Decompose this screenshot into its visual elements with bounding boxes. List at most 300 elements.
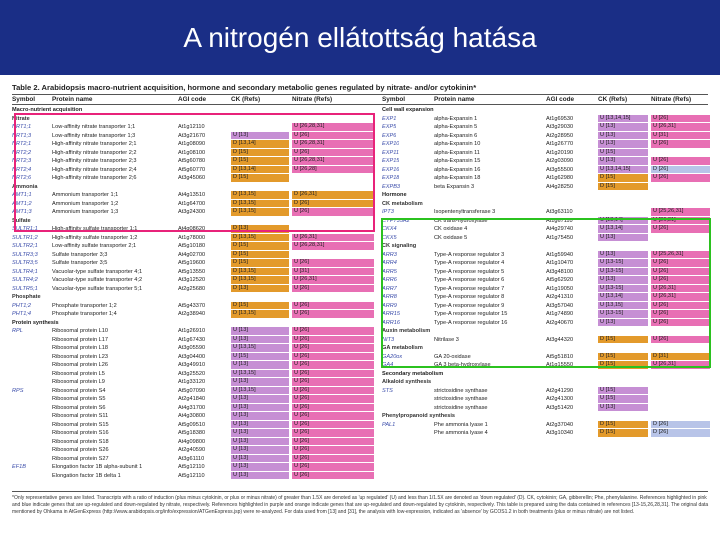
cell-protein-name: Phosphate transporter 1;2 — [52, 302, 117, 309]
cell-ck: U [13] — [598, 157, 648, 165]
table-row — [12, 429, 374, 438]
table-row — [12, 259, 374, 268]
cell-symbol: SULTR2;1 — [12, 243, 38, 249]
table-row — [12, 463, 374, 472]
cell-protein-name: Ammonium transporter 1;2 — [52, 200, 119, 207]
section-label: Protein synthesis — [12, 319, 59, 326]
cell-symbol: ARR3 — [382, 251, 397, 258]
table-row — [12, 268, 374, 277]
cell-agi-code: At3g45060 — [178, 175, 206, 181]
cell-nitrate: D [26] — [651, 421, 710, 429]
cell-protein-name: Isopentenyltransferase 3 — [434, 209, 496, 215]
cell-agi-code: At1g08100 — [178, 149, 206, 156]
cell-protein-name: Type-A response regulator 7 — [434, 285, 505, 292]
cell-agi-code: At5g09510 — [178, 421, 206, 428]
cell-nitrate: U [26,28] — [292, 166, 374, 174]
cell-ck: D [15] — [231, 251, 289, 259]
cell-agi-code: At5g13550 — [178, 268, 206, 275]
cell-nitrate: U [26] — [292, 285, 374, 293]
cell-nitrate: U [31] — [292, 268, 374, 276]
cell-symbol: ARR5 — [382, 268, 397, 275]
table-row — [382, 429, 710, 438]
cell-protein-name: Nitrilase 3 — [434, 336, 459, 343]
section-label: Sulfate — [12, 217, 31, 224]
cell-protein-name: High-affinity sulfate transporter 1;1 — [52, 226, 138, 232]
cell-ck: U [13-15] — [598, 259, 648, 267]
cell-nitrate: U [26,31] — [651, 361, 710, 369]
cell-ck: U [13] — [231, 472, 289, 480]
cell-protein-name: alpha-Expansin 1 — [434, 115, 478, 122]
section-label: Phosphate — [12, 294, 41, 300]
cell-agi-code: At4g28250 — [546, 183, 574, 190]
cell-agi-code: At3g05590 — [178, 345, 206, 351]
cell-symbol: NRT2;2 — [12, 149, 32, 156]
cell-nitrate: U [26] — [651, 302, 710, 310]
cell-symbol: SULTR1;2 — [12, 234, 38, 241]
cell-nitrate: U [26] — [292, 336, 374, 344]
cell-nitrate: U [26,31] — [651, 217, 710, 225]
table-row — [12, 353, 374, 362]
table-row — [12, 276, 374, 285]
cell-ck: D [15] — [231, 259, 289, 267]
cell-ck: U [13] — [598, 404, 648, 412]
cell-agi-code: At1g59940 — [546, 251, 574, 258]
cell-protein-name: Ribosomal protein S27 — [52, 455, 109, 462]
cell-symbol: RPS — [12, 387, 24, 394]
cell-protein-name: Sulfate transporter 3;3 — [52, 251, 108, 258]
cell-agi-code: At1g64700 — [178, 200, 206, 207]
cell-symbol: SULTR5;1 — [12, 285, 38, 292]
table-caption: Table 2. Arabidopsis macro-nutrient acquisition, hormone and secondary metabolic genes regulated by nitrate- and/or cytokinin* — [12, 83, 477, 92]
table-row — [12, 387, 374, 396]
cell-agi-code: At1g08090 — [178, 141, 206, 147]
cell-nitrate: U [26] — [651, 259, 710, 267]
cell-agi-code: At2g28950 — [546, 132, 574, 139]
cell-nitrate: U [26] — [292, 149, 374, 157]
cell-protein-name: CK oxidase 5 — [434, 234, 468, 241]
section-label: Phenylpropanoid synthesis — [382, 413, 456, 419]
cell-protein-name: High-affinity nitrate transporter 2;4 — [52, 166, 137, 173]
cell-agi-code: At1g75450 — [546, 234, 574, 241]
cell-protein-name: CK trans-hydroxylase — [434, 217, 488, 224]
cell-agi-code: At1g67430 — [178, 336, 206, 343]
cell-protein-name: Ribosomal protein L18 — [52, 345, 108, 351]
cell-ck: U [15] — [598, 395, 648, 403]
cell-nitrate: U [26] — [651, 310, 710, 318]
cell-ck: U [13] — [231, 395, 289, 403]
cell-ck: U [13] — [231, 429, 289, 437]
cell-symbol: NRT2;3 — [12, 158, 32, 164]
col-header-agi-right: AGI code — [546, 96, 575, 103]
col-header-ck-right: CK (Refs) — [598, 96, 628, 103]
cell-protein-name: alpha-Expansin 6 — [434, 132, 478, 139]
cell-protein-name: Low-affinity nitrate transporter 1;3 — [52, 132, 136, 139]
cell-agi-code: At1g78000 — [178, 234, 206, 241]
col-header-nitrate-right: Nitrate (Refs) — [651, 96, 692, 103]
cell-protein-name: Ribosomal protein L17 — [52, 336, 108, 343]
cell-ck: D [15] — [598, 336, 648, 344]
cell-ck: D [13,15] — [231, 276, 289, 284]
section-label: Secondary metabolism — [382, 370, 444, 377]
cell-nitrate: U [26] — [292, 310, 374, 318]
cell-protein-name: Phe ammonia lyase 4 — [434, 430, 488, 436]
cell-protein-name: Phosphate transporter 1;4 — [52, 311, 117, 317]
cell-agi-code: At5g60770 — [178, 166, 206, 173]
cell-symbol: NIT3 — [382, 336, 395, 343]
cell-protein-name: Ribosomal protein S15 — [52, 421, 109, 428]
top-rule — [12, 94, 708, 95]
cell-protein-name: alpha-Expansin 16 — [434, 166, 481, 173]
cell-agi-code: At2g38940 — [178, 311, 206, 317]
cell-symbol: GA4 — [382, 362, 394, 368]
cell-nitrate: U [26] — [292, 438, 374, 446]
cell-symbol: SULTR3;3 — [12, 251, 38, 258]
section-heading — [382, 106, 710, 115]
slide-title: A nitrogén ellátottság hatása — [183, 22, 537, 53]
section-label: Hormone — [382, 192, 407, 198]
cell-nitrate: U [26] — [292, 412, 374, 420]
cell-agi-code: At5g60780 — [178, 158, 206, 164]
table-row — [12, 327, 374, 336]
table-row — [382, 132, 710, 141]
cell-ck: D [13,15] — [231, 310, 289, 318]
cell-agi-code: At2g41840 — [178, 396, 206, 402]
table-row — [12, 344, 374, 353]
cell-protein-name: High-affinity sulfate transporter 1;2 — [52, 234, 138, 241]
cell-symbol: NRT2;1 — [12, 141, 32, 147]
cell-symbol: EXP5 — [382, 124, 397, 130]
cell-ck: D [15] — [231, 149, 289, 157]
cell-agi-code: At2g03090 — [546, 158, 574, 164]
cell-agi-code: At3g24300 — [178, 209, 206, 215]
cell-protein-name: Type-A response regulator 4 — [434, 260, 505, 266]
section-heading — [382, 191, 710, 200]
cell-ck: D [13,15] — [231, 208, 289, 216]
table-row — [12, 378, 374, 387]
cell-agi-code: At5g07090 — [178, 387, 206, 394]
cell-nitrate: U [26,28,31] — [292, 140, 374, 148]
bottom-rule — [12, 491, 708, 492]
cell-ck: U [13] — [231, 412, 289, 420]
cell-agi-code: At1g10470 — [546, 260, 574, 266]
cell-ck: U [13] — [598, 276, 648, 284]
cell-nitrate: U [26] — [292, 446, 374, 454]
cell-ck: U [13-15] — [598, 285, 648, 293]
table-row — [382, 395, 710, 404]
cell-agi-code: At3g25520 — [178, 370, 206, 377]
section-heading — [382, 378, 710, 387]
cell-ck: D [15] — [598, 353, 648, 361]
cell-agi-code: At3g21670 — [178, 132, 206, 139]
cell-nitrate: D [26] — [651, 166, 710, 174]
cell-ck: U [13,14] — [598, 293, 648, 301]
table-row — [12, 336, 374, 345]
cell-nitrate: U [26,28,31] — [292, 242, 374, 250]
cell-symbol: SULTR4;2 — [12, 277, 38, 283]
cell-ck: D [15] — [598, 174, 648, 182]
table-row — [382, 421, 710, 430]
cell-protein-name: Ammonium transporter 1;3 — [52, 209, 119, 215]
cell-nitrate: U [26] — [292, 327, 374, 335]
cell-nitrate: U [26] — [651, 276, 710, 284]
table-row — [382, 149, 710, 158]
table-row — [382, 387, 710, 396]
cell-symbol: NRT1;3 — [12, 132, 32, 139]
cell-symbol: EXP15 — [382, 158, 400, 164]
cell-ck: U [13] — [231, 463, 289, 471]
cell-agi-code: At2g41290 — [546, 387, 574, 394]
cell-ck: U [13] — [598, 319, 648, 327]
cell-nitrate: U [26] — [651, 225, 710, 233]
cell-nitrate: U [26] — [292, 378, 374, 386]
cell-agi-code: At3g48100 — [546, 268, 574, 275]
cell-agi-code: At3g10340 — [546, 430, 574, 436]
cell-nitrate: U [26] — [651, 336, 710, 344]
cell-symbol: AMT1;3 — [12, 209, 32, 215]
cell-nitrate: U [26] — [292, 395, 374, 403]
cell-protein-name: Ribosomal protein S18 — [52, 438, 109, 445]
col-header-agi-left: AGI code — [178, 96, 207, 103]
table-row — [12, 302, 374, 311]
cell-symbol: NRT2;4 — [12, 166, 32, 173]
cell-ck: U [13] — [598, 140, 648, 148]
cell-protein-name: Ribosomal protein L10 — [52, 328, 108, 334]
cell-ck: U [13] — [231, 404, 289, 412]
cell-nitrate: U [26] — [292, 387, 374, 395]
cell-nitrate: U [26,31] — [292, 276, 374, 284]
cell-symbol: EXP10 — [382, 141, 400, 147]
cell-protein-name: Sulfate transporter 3;5 — [52, 260, 108, 266]
cell-agi-code: At3g44320 — [546, 336, 574, 343]
cell-symbol: CKX4 — [382, 226, 397, 232]
cell-nitrate: U [25,26,31] — [651, 208, 710, 216]
cell-nitrate: D [26] — [292, 200, 374, 208]
cell-nitrate — [651, 395, 710, 403]
cell-ck: D [13,14] — [231, 140, 289, 148]
cell-protein-name: Type-A response regulator 5 — [434, 268, 505, 275]
cell-agi-code: At3g55500 — [546, 166, 574, 173]
cell-symbol: SULTR3;5 — [12, 260, 38, 266]
cell-agi-code: At3g29030 — [546, 124, 574, 130]
table-row — [12, 404, 374, 413]
table-footnote: *Only representative genes are listed. Transcripts with a ratio of induction (plus minus cytokinin, or plus or minus nitrate) of greater than 1.5X are denoted as 'up regulated' (U) and less than 1/1.5X are denoted as 'down regulated' (D). CK, cytokinin; GA, gibberellin; Phe, phenylalanine. References highlighted in pink and blue indicate genes that are up-regulated and down-regulated by nitrate, respectively. References highlighted in purple and orange indicate genes that are up-regulated and down-regulated by cytokinin, respectively. This table is prepared using the data contained in references [13-15,26,28,31]. The original data mentioned by Ohkama in AtGenExpress (http://www.arabidopsis.org/info/expression/ATGenExpress.jsp) were re-analyzed. For data used from [13] and [31], the analysis with low-expression, indicated as 'absence' by GCOS1.2 in both treatments (plus or minus nitrate) are not listed. — [12, 495, 709, 516]
table-row — [382, 115, 710, 124]
cell-protein-name: Ribosomal protein L9 — [52, 379, 105, 385]
cell-symbol: ARR15 — [382, 311, 401, 317]
cell-nitrate: U [26] — [292, 463, 374, 471]
section-heading — [12, 319, 374, 328]
table-row — [12, 412, 374, 421]
cell-symbol: CKX5 — [382, 234, 397, 241]
col-header-protein-left: Protein name — [52, 96, 93, 103]
cell-nitrate: U [26] — [651, 157, 710, 165]
highlight-box-nitrate-transporters — [14, 113, 375, 232]
section-label: Alkaloid synthesis — [382, 379, 432, 385]
table-row — [12, 251, 374, 260]
table-row — [382, 166, 710, 175]
cell-agi-code: At1g69530 — [546, 115, 574, 122]
table-row — [382, 123, 710, 132]
cell-agi-code: At1g62980 — [546, 175, 574, 181]
cell-protein-name: High-affinity nitrate transporter 2;6 — [52, 175, 137, 181]
cell-ck: U [13,15] — [598, 302, 648, 310]
cell-ck: D [15] — [231, 302, 289, 310]
cell-ck: U [13] — [231, 132, 289, 140]
cell-nitrate: D [26] — [651, 429, 710, 437]
cell-ck: U [15] — [598, 149, 648, 157]
cell-symbol: ARR4 — [382, 260, 397, 266]
table-row — [12, 446, 374, 455]
cell-nitrate: U [26] — [292, 344, 374, 352]
cell-agi-code: At4g08620 — [178, 226, 206, 232]
cell-ck: U [13,14,15] — [598, 166, 648, 174]
cell-protein-name: Ribosomal protein L26 — [52, 362, 108, 368]
cell-ck: D [15] — [598, 183, 648, 191]
cell-nitrate: U [26,31] — [292, 234, 374, 242]
cell-symbol: NRT1;1 — [12, 124, 32, 130]
cell-protein-name: Ammonium transporter 1;1 — [52, 192, 119, 198]
cell-ck: D [15] — [231, 174, 289, 182]
cell-nitrate — [651, 404, 710, 412]
cell-ck: D [13] — [231, 225, 289, 233]
section-heading — [382, 200, 710, 209]
cell-ck: D [13,14] — [231, 166, 289, 174]
cell-symbol: IPT3 — [382, 209, 394, 215]
section-heading — [12, 293, 374, 302]
section-label: CK metabolism — [382, 200, 423, 207]
cell-nitrate: U [26] — [292, 370, 374, 378]
table-row — [382, 157, 710, 166]
cell-ck: U [13,14,15] — [598, 115, 648, 123]
cell-nitrate: D [31] — [651, 353, 710, 361]
table-row — [12, 361, 374, 370]
cell-nitrate: U [26] — [651, 174, 710, 182]
cell-nitrate: U [26,31] — [651, 293, 710, 301]
cell-agi-code: At2g41310 — [546, 294, 574, 300]
cell-protein-name: alpha-Expansin 5 — [434, 124, 478, 130]
section-label: CK signaling — [382, 243, 417, 249]
cell-nitrate — [292, 251, 374, 259]
cell-nitrate: U [26] — [292, 429, 374, 437]
cell-ck: U [13] — [231, 438, 289, 446]
cell-symbol: EXP18 — [382, 175, 400, 181]
cell-agi-code: At1g67110 — [546, 217, 573, 224]
section-label: Nitrate — [12, 115, 30, 122]
cell-protein-name: Ribosomal protein S5 — [52, 396, 106, 402]
cell-nitrate: U [26,31] — [651, 285, 710, 293]
table-row — [12, 242, 374, 251]
table-row — [12, 234, 374, 243]
cell-symbol: CYP735A2 — [382, 217, 410, 224]
table-row — [382, 208, 710, 217]
cell-nitrate: U [26,28,31] — [292, 123, 374, 131]
cell-agi-code: At3g51420 — [546, 404, 574, 411]
cell-ck: U [15] — [598, 387, 648, 395]
cell-protein-name: Ribosomal protein L5 — [52, 370, 105, 377]
cell-symbol: ARR8 — [382, 294, 397, 300]
cell-agi-code: At5g62920 — [546, 277, 574, 283]
cell-nitrate: U [26] — [651, 319, 710, 327]
cell-ck: D [15] — [598, 429, 648, 437]
cell-ck: D [15] — [231, 157, 289, 165]
cell-nitrate: U [25,26,31] — [651, 251, 710, 259]
cell-agi-code: At4g30800 — [178, 413, 206, 419]
cell-agi-code: At5g51810 — [546, 353, 574, 360]
cell-protein-name: Elongation factor 1B alpha-subunit 1 — [52, 464, 143, 470]
cell-symbol: STS — [382, 387, 393, 394]
cell-protein-name: strictosidine synthase — [434, 396, 488, 402]
cell-protein-name: Low-affinity nitrate transporter 1;1 — [52, 124, 136, 130]
cell-ck: U [13,14] — [598, 217, 648, 225]
cell-symbol: SULTR4;1 — [12, 268, 38, 275]
cell-agi-code: At2g40670 — [546, 319, 574, 326]
cell-nitrate: U [26] — [292, 472, 374, 480]
cell-agi-code: At5g12110 — [178, 472, 205, 479]
cell-protein-name: Ribosomal protein S6 — [52, 404, 106, 411]
cell-agi-code: At3g63110 — [546, 209, 573, 215]
cell-symbol: EXP6 — [382, 132, 397, 139]
cell-nitrate: U [26] — [292, 421, 374, 429]
cell-agi-code: At1g19050 — [546, 285, 574, 292]
cell-protein-name: Phe ammonia lyase 1 — [434, 421, 488, 428]
cell-protein-name: beta Expansin 3 — [434, 183, 475, 190]
cell-symbol: ARR7 — [382, 285, 397, 292]
cell-protein-name: Ribosomal protein S26 — [52, 447, 109, 453]
cell-protein-name: Low-affinity sulfate transporter 2;1 — [52, 243, 137, 249]
table-row — [12, 472, 374, 481]
cell-protein-name: alpha-Expansin 10 — [434, 141, 481, 147]
cell-protein-name: Type-A response regulator 16 — [434, 319, 508, 326]
cell-ck: D [13,15] — [231, 200, 289, 208]
col-header-nitrate-left: Nitrate (Refs) — [292, 96, 333, 103]
cell-protein-name: Type-A response regulator 6 — [434, 277, 505, 283]
cell-nitrate: U [26] — [292, 361, 374, 369]
cell-ck: U [13-15] — [598, 310, 648, 318]
cell-nitrate — [651, 149, 710, 157]
section-label: Ammonia — [12, 183, 38, 190]
cell-ck: U [13] — [231, 327, 289, 335]
cell-nitrate: U [26] — [292, 132, 374, 140]
cell-protein-name: High-affinity nitrate transporter 2;1 — [52, 141, 137, 147]
cell-agi-code: At4g13510 — [178, 192, 206, 198]
col-header-protein-right: Protein name — [434, 96, 475, 103]
table-row — [382, 140, 710, 149]
cell-protein-name: Ribosomal protein S16 — [52, 430, 109, 436]
cell-symbol: EXP16 — [382, 166, 400, 173]
cell-agi-code: At1g74890 — [546, 311, 574, 317]
table-row — [382, 404, 710, 413]
cell-ck: U [13,15] — [231, 344, 289, 352]
cell-nitrate: U [26,31] — [651, 123, 710, 131]
cell-symbol: RPL — [12, 328, 23, 334]
cell-ck: U [15] — [231, 353, 289, 361]
cell-nitrate: U [26] — [292, 404, 374, 412]
cell-agi-code: At3g49910 — [178, 362, 206, 368]
cell-nitrate — [651, 183, 710, 191]
cell-symbol: SULTR1;1 — [12, 226, 38, 232]
cell-nitrate: U [31] — [651, 132, 710, 140]
cell-agi-code: At2g41300 — [546, 396, 574, 402]
cell-symbol: EXP11 — [382, 149, 399, 156]
cell-symbol: EXP1 — [382, 115, 397, 122]
cell-agi-code: At3g12520 — [178, 277, 206, 283]
cell-agi-code: At2g37040 — [546, 421, 574, 428]
cell-protein-name: Type-A response regulator 3 — [434, 251, 505, 258]
cell-ck: U [13] — [598, 123, 648, 131]
cell-symbol: PHT1;4 — [12, 311, 31, 317]
cell-ck: U [13-15] — [598, 268, 648, 276]
table-row — [12, 370, 374, 379]
